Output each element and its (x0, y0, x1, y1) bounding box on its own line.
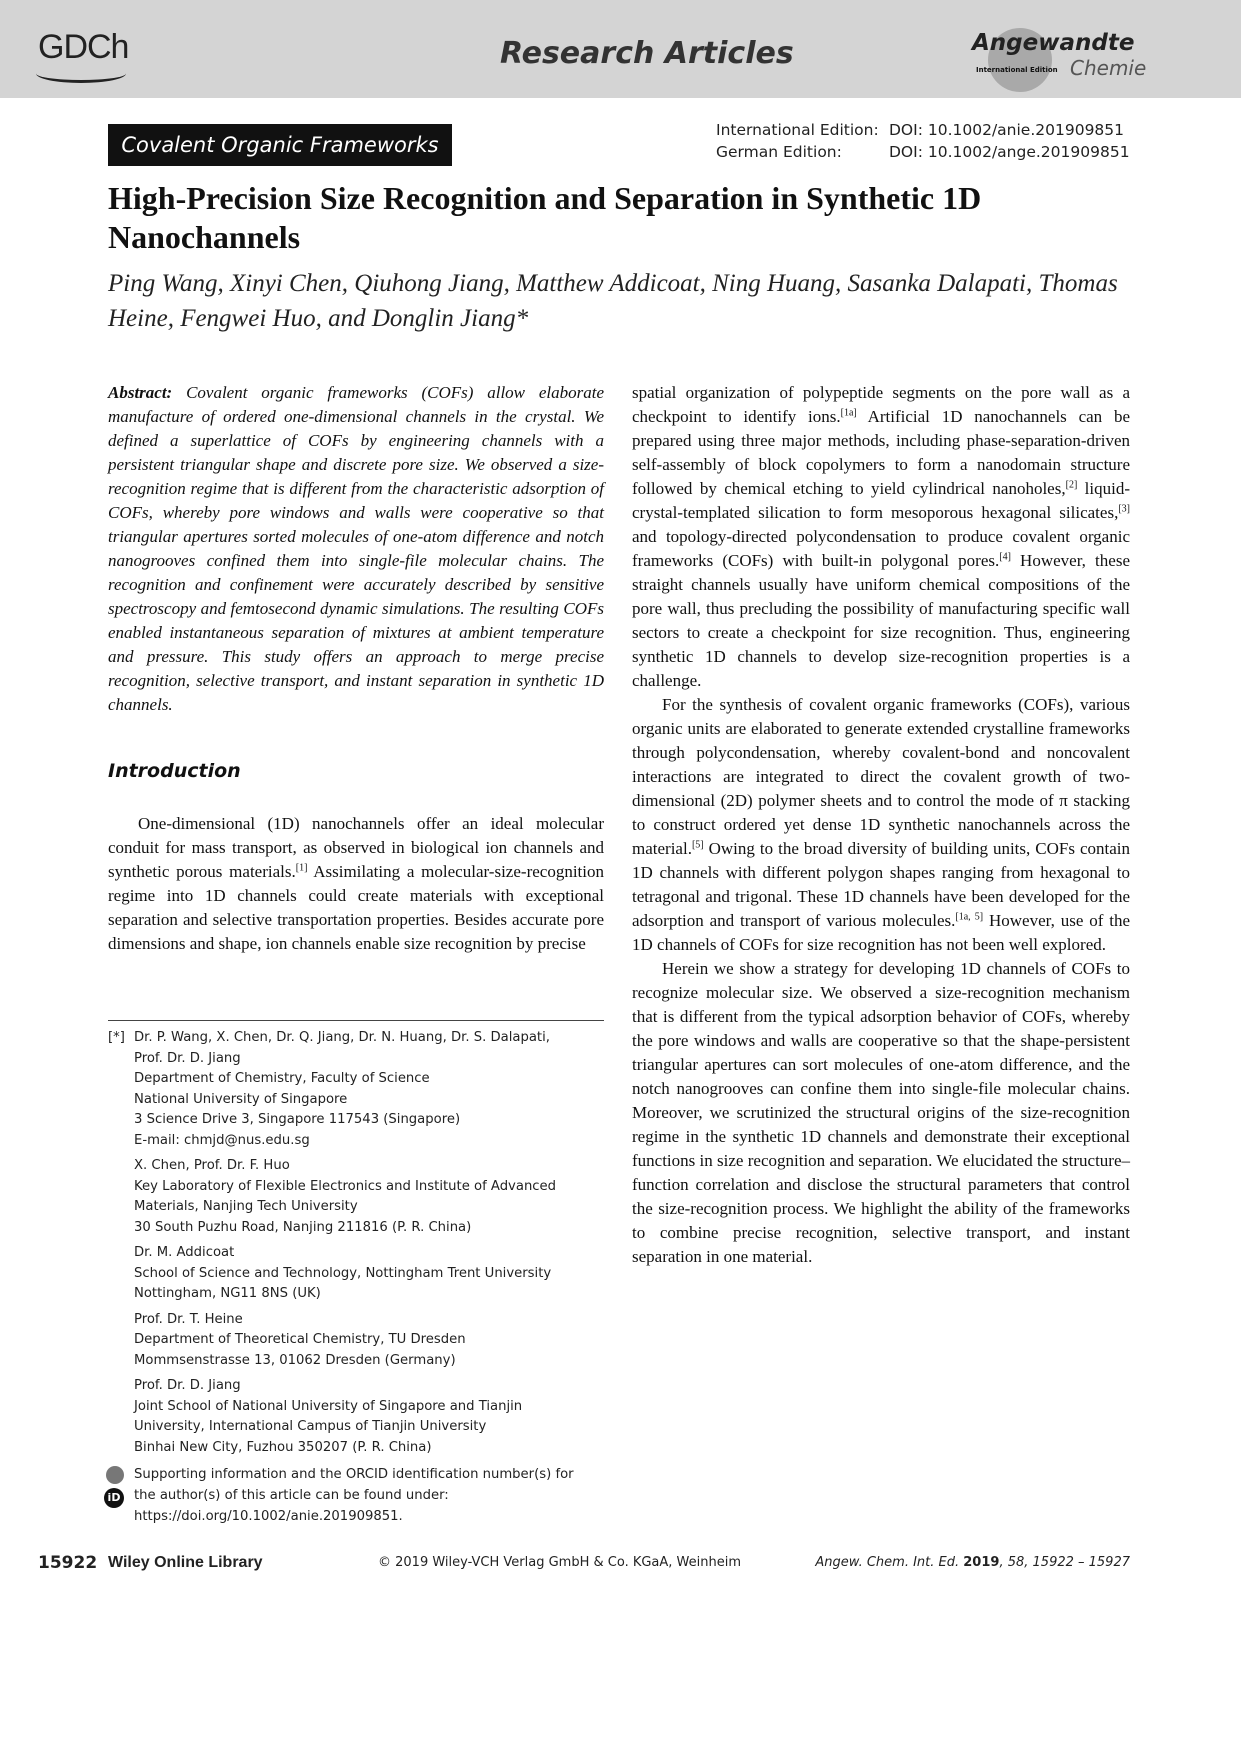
right-column (632, 381, 1130, 1269)
journal-edition: International Edition (976, 66, 1058, 74)
intro-text-1: One-dimensional (1D) nanochannels offer an ideal molecular conduit for mass transport, as observed in biological ion channels and synthetic porous materials. (108, 814, 604, 881)
body-text: However, these straight channels usually have uniform chemical compositions of the pore wall, thus precluding the possibility of manufacturing specific wall sectors to create a checkpoint for size recognition. Thus, engineering synthetic 1D channels to develop size-recognition properties is a challenge. (632, 551, 1130, 690)
doi-german-label: German Edition: (716, 143, 842, 161)
gdch-logo: GDCh (38, 28, 129, 66)
gdch-logo-arc (36, 64, 126, 83)
abstract-text: Covalent organic frameworks (COFs) allow elaborate manufacture of ordered one-dimensional channels in the crystal. We defined a superlattice of COFs by engineering channels with a persistent triangular shape and discrete pore size. We observed a size-recognition regime that is different from the characteristic adsorption of COFs, whereby pore windows and walls were cooperative so that triangular apertures sorted molecules of one-atom difference and notch nanogrooves confined them into single-file molecular chains. The recognition and confinement were accurately described by sensitive spectroscopy and femtosecond dynamic simulations. The resulting COFs enabled instantaneous separation of mixtures at ambient temperature and pressure. This study offers an approach to merge precise recognition, selective transport, and instant separation in synthetic 1D channels. (108, 383, 604, 714)
page-footer (0, 1551, 1241, 1581)
supporting-info (104, 1464, 624, 1527)
affiliation-marker: [*] (108, 1030, 125, 1045)
affiliation-block (134, 1310, 608, 1372)
doi-block (716, 119, 1130, 163)
journal-logo (970, 30, 1170, 90)
affiliation-line: Department of Theoretical Chemistry, TU Dresden (134, 1332, 466, 1347)
abstract-label: Abstract: (108, 383, 173, 402)
doi-german-link[interactable]: DOI: 10.1002/ange.201909851 (889, 143, 1130, 161)
doi-intl-link[interactable]: DOI: 10.1002/anie.201909851 (889, 121, 1125, 139)
page-number: 15922 (38, 1553, 98, 1573)
body-text: liquid-crystal-templated silication to form mesoporous hexagonal silicates, (632, 479, 1130, 522)
affiliation-line: X. Chen, Prof. Dr. F. Huo (134, 1158, 290, 1173)
citation-ref[interactable]: [1a, 5] (955, 911, 984, 923)
affiliation-line: 30 South Puzhu Road, Nanjing 211816 (P. R. China) (134, 1219, 472, 1235)
affiliation-block (134, 1028, 608, 1151)
footnote-divider (108, 1020, 604, 1021)
citation-ref[interactable]: [3] (1118, 503, 1130, 515)
intro-text-2: Assimilating a molecular-size-recognition regime into 1D channels could create materials with exceptional separation and selective transportation properties. Besides accurate pore dimensions and shape, ion channels enable size recognition by precise (108, 862, 604, 953)
topic-tag: Covalent Organic Frameworks (108, 124, 452, 166)
affiliation-line: Materials, Nanjing Tech University (134, 1199, 358, 1214)
right-paragraph-1 (632, 381, 1130, 693)
cite-year: 2019 (963, 1555, 1000, 1570)
right-paragraph-3: Herein we show a strategy for developing 1D channels of COFs to recognize molecular size. We observed a size-recognition mechanism that is different from the typical adsorption behavior of COFs, whereby the pore windows and walls are cooperative so that the shape-persistent triangular apertures can sort molecules of one-atom difference, and the notch nanogrooves can confine them into single-file molecular chains. Moreover, we scrutinized the structural origins of the size-recognition regime in the synthetic 1D channels and demonstrate their exceptional functions in size recognition and separation. We elucidated the structure–function correlation and disclose the structural parameters that control the size-recognition process. We highlight the ability of the frameworks to combine precise recognition, selective transport, and instant separation in one material. (632, 959, 1130, 1266)
affiliation-line: Mommsenstrasse 13, 01062 Dresden (Germany) (134, 1352, 456, 1368)
affiliation-line: Binhai New City, Fuzhou 350207 (P. R. China) (134, 1439, 432, 1455)
cite-journal: Angew. Chem. Int. Ed. (815, 1555, 960, 1570)
email-link[interactable]: E-mail: chmjd@nus.edu.sg (134, 1132, 310, 1148)
affiliation-line: Prof. Dr. D. Jiang (134, 1378, 241, 1393)
page-header (0, 0, 1241, 98)
body-text: Owing to the broad diversity of building units, COFs contain 1D channels with different polygon shapes ranging from hexagonal to tetragonal and trigonal. These 1D channels have been developed for the adsorption and transport of various molecules. (632, 839, 1130, 930)
affiliation-block (134, 1243, 608, 1305)
affiliation-line: Prof. Dr. T. Heine (134, 1311, 243, 1327)
right-paragraph-2 (632, 693, 1130, 957)
journal-subname: Chemie (1070, 56, 1147, 80)
author-list: Ping Wang, Xinyi Chen, Qiuhong Jiang, Matthew Addicoat, Ning Huang, Sasanka Dalapati, Thomas Heine, Fengwei Huo, and Donglin Jiang* (108, 270, 1118, 332)
introduction-paragraph (108, 812, 604, 956)
doi-intl-label: International Edition: (716, 121, 879, 139)
affiliation-line: 3 Science Drive 3, Singapore 117543 (Singapore) (134, 1112, 461, 1127)
supporting-info-icon (106, 1466, 124, 1484)
affiliation-line: School of Science and Technology, Nottingham Trent University (134, 1265, 552, 1281)
affiliation-block (134, 1156, 608, 1238)
supporting-info-text (134, 1464, 624, 1527)
affiliation-line: Dr. P. Wang, X. Chen, Dr. Q. Jiang, Dr. N. Huang, Dr. S. Dalapati, (134, 1030, 550, 1045)
affiliation-block (134, 1376, 608, 1458)
affiliation-line: Nottingham, NG11 8NS (UK) (134, 1286, 321, 1301)
citation-ref[interactable]: [5] (691, 839, 704, 851)
section-title: Research Articles (500, 36, 794, 71)
affiliation-line: Prof. Dr. D. Jiang (134, 1050, 241, 1066)
abstract (108, 381, 604, 717)
cite-rest: , 58, 15922 – 15927 (999, 1555, 1130, 1570)
body-text: spatial organization of polypeptide segments on the pore wall as a checkpoint to identify ions. (632, 383, 1130, 426)
affiliation-line: University, International Campus of Tianjin University (134, 1419, 487, 1434)
affiliations (108, 1028, 608, 1463)
body-text: For the synthesis of covalent organic frameworks (COFs), various organic units are elaborated to generate extended crystalline frameworks through polycondensation, whereby covalent-bond and noncovalent interactions are integrated to direct the covalent growth of two-dimensional (2D) polymer sheets and to control the mode of π stacking to construct ordered yet dense 1D synthetic nanochannels across the material. (632, 695, 1130, 858)
affiliation-line: Dr. M. Addicoat (134, 1245, 235, 1260)
citation-ref[interactable]: [2] (1065, 479, 1078, 491)
introduction-heading: Introduction (108, 760, 241, 782)
body-text: and topology-directed polycondensation to produce covalent organic frameworks (COFs) with built-in polygonal pores. (632, 527, 1130, 570)
affiliation-line: Key Laboratory of Flexible Electronics and Institute of Advanced (134, 1178, 557, 1194)
citation-ref[interactable]: [1] (295, 862, 308, 874)
body-text: However, use of the 1D channels of COFs for size recognition has not been well explored. (632, 911, 1131, 954)
orcid-icon: iD (104, 1488, 124, 1508)
support-icons (104, 1466, 126, 1508)
support-line: Supporting information and the ORCID identification number(s) for (134, 1467, 574, 1482)
citation (815, 1555, 1130, 1570)
journal-name: Angewandte (972, 30, 1135, 56)
supporting-info-link[interactable]: https://doi.org/10.1002/anie.201909851. (134, 1509, 403, 1524)
affiliation-line: National University of Singapore (134, 1091, 348, 1107)
affiliation-line: Department of Chemistry, Faculty of Science (134, 1071, 430, 1086)
citation-ref[interactable]: [4] (999, 551, 1011, 563)
body-text: Artificial 1D nanochannels can be prepared using three major methods, including phase-separation-driven self-assembly of block copolymers to form a nanodomain structure followed by chemical etching to yield cylindrical nanoholes, (632, 407, 1130, 498)
citation-ref[interactable]: [1a] (840, 407, 857, 419)
affiliation-line: Joint School of National University of Singapore and Tianjin (134, 1398, 523, 1414)
copyright: © 2019 Wiley-VCH Verlag GmbH & Co. KGaA, Weinheim (378, 1555, 742, 1570)
wiley-online-library-link[interactable]: Wiley Online Library (108, 1554, 263, 1571)
support-line: the author(s) of this article can be found under: (134, 1488, 449, 1503)
article-title: High-Precision Size Recognition and Separation in Synthetic 1D Nanochannels (108, 180, 982, 255)
